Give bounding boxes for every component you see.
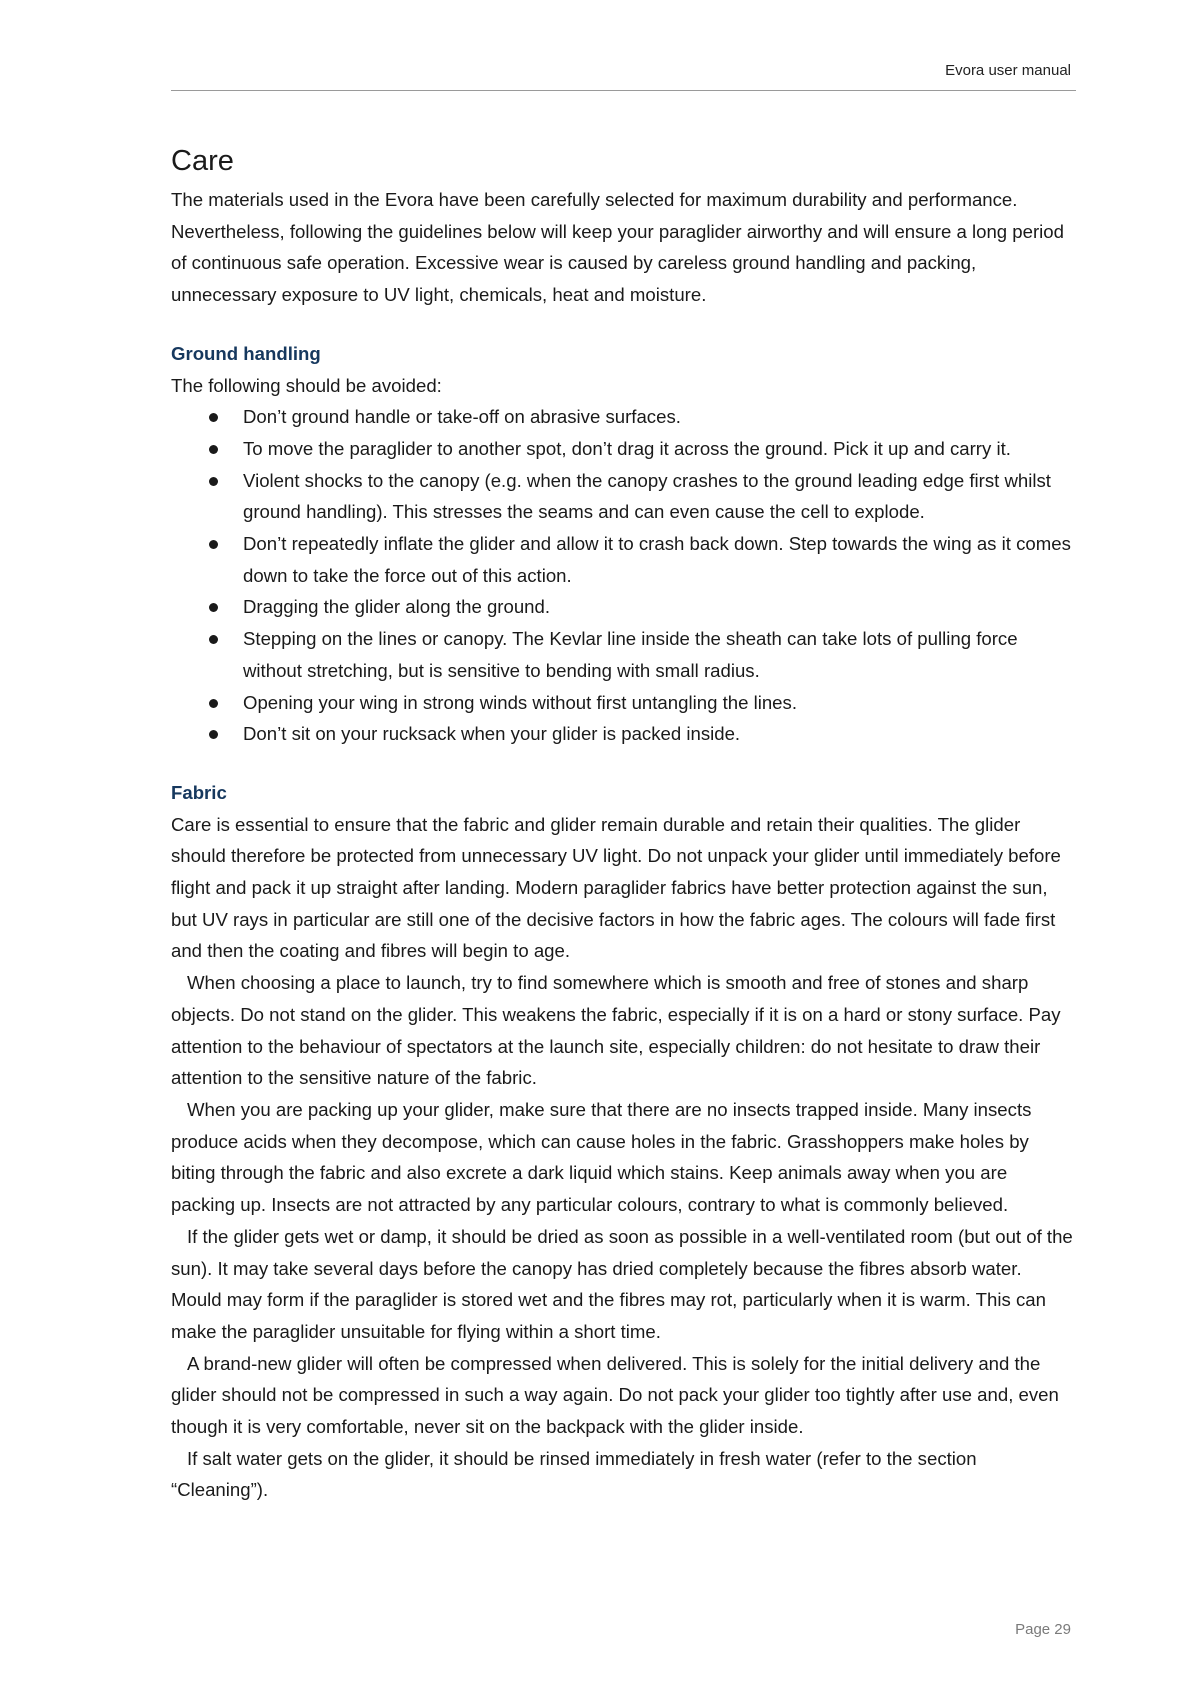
list-item: Opening your wing in strong winds without first untangling the lines. [171,687,1076,719]
section-title: Care [171,145,234,177]
running-header: Evora user manual [945,62,1071,79]
bullet-icon [209,730,218,739]
ground-handling-heading: Ground handling [171,342,321,364]
list-item: Don’t ground handle or take-off on abrasive surfaces. [171,401,1076,433]
fabric-paragraph: A brand-new glider will often be compressed when delivered. This is solely for the initial delivery and the glider should not be compressed in such a way again. Do not pack your glider too tightly after use and, even though it is very comfortable, never sit on the backpack with the glider inside. [171,1352,1059,1438]
bullet-icon [209,603,218,612]
fabric-paragraph: Care is essential to ensure that the fabric and glider remain durable and retain their qualities. The glider should therefore be protected from unnecessary UV light. Do not unpack your glider until immediately before flight and pack it up straight after landing. Modern paraglider fabrics have better protection against the sun, but UV rays in particular are still one of the decisive factors in how the fabric ages. The colours will fade first and then the coating and fibres will begin to age. [171,813,1061,962]
fabric-paragraph: When you are packing up your glider, make sure that there are no insects trapped inside. Many insects produce acids when they decompose, which can cause holes in the fabric. Grasshoppers make holes by biting through the fabric and also excrete a dark liquid which stains. Keep animals away when you are packing up. Insects are not attracted by any particular colours, contrary to what is commonly believed. [171,1098,1032,1216]
ground-handling-lead: The following should be avoided: [171,374,442,396]
header-divider [171,90,1076,91]
bullet-icon [209,445,218,454]
list-item: Dragging the glider along the ground. [171,591,1076,623]
fabric-heading: Fabric [171,781,227,803]
bullet-icon [209,635,218,644]
list-item: To move the paraglider to another spot, don’t drag it across the ground. Pick it up and carry it. [171,433,1076,465]
fabric-paragraph: When choosing a place to launch, try to find somewhere which is smooth and free of stones and sharp objects. Do not stand on the glider. This weakens the fabric, especially if it is on a hard or stony surface. Pay attention to the behaviour of spectators at the launch site, especially children: do not hesitate to draw their attention to the sensitive nature of the fabric. [171,972,1061,1089]
list-item: Stepping on the lines or canopy. The Kevlar line inside the sheath can take lots of pulling force without stretching, but is sensitive to bending with small radius. [171,623,1076,686]
fabric-paragraph: If salt water gets on the glider, it should be rinsed immediately in fresh water (refer to the section “Cleaning”). [171,1447,977,1501]
list-item: Don’t sit on your rucksack when your glider is packed inside. [171,718,1076,750]
bullet-icon [209,477,218,486]
intro-paragraph: The materials used in the Evora have been carefully selected for maximum durability and performance. Nevertheless, following the guidelines below will keep your paraglider airworthy and will ensure a long period of continuous safe operation. Excessive wear is caused by careless ground handling and packing, unnecessary exposure to UV light, chemicals, heat and moisture. [171,189,1064,306]
avoid-list [171,401,1076,750]
fabric-paragraph: If the glider gets wet or damp, it should be dried as soon as possible in a well-ventilated room (but out of the sun). It may take several days before the canopy has dried completely because the fibres absorb water. Mould may form if the paraglider is stored wet and the fibres may rot, particularly when it is warm. This can make the paraglider unsuitable for flying within a short time. [171,1225,1073,1342]
page-content [171,138,1076,1506]
list-item: Violent shocks to the canopy (e.g. when the canopy crashes to the ground leading edge first whilst ground handling). This stresses the seams and can even cause the cell to explode. [171,465,1076,528]
bullet-icon [209,413,218,422]
page-number: Page 29 [1015,1621,1071,1638]
bullet-icon [209,540,218,549]
list-item: Don’t repeatedly inflate the glider and allow it to crash back down. Step towards the wing as it comes down to take the force out of this action. [171,528,1076,591]
bullet-icon [209,699,218,708]
